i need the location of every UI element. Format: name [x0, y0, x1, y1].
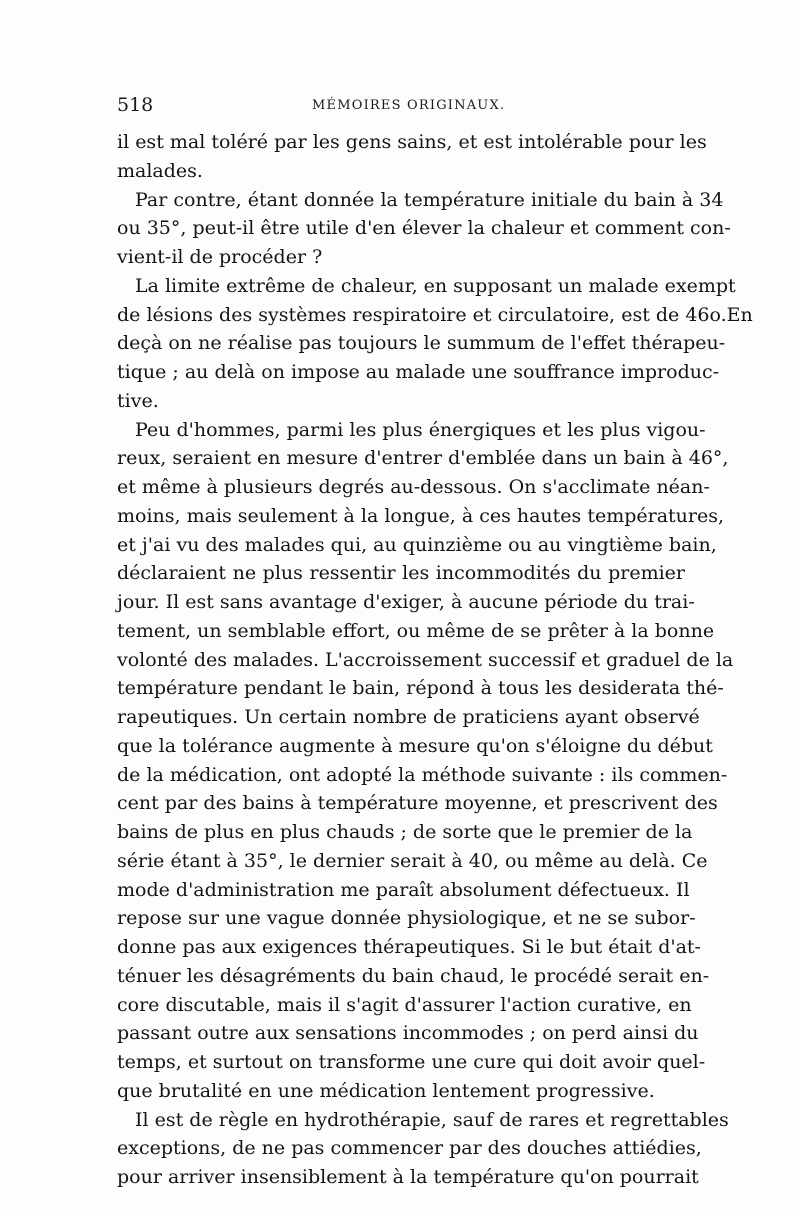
text-line: passant outre aux sensations incommodes ; on perd ainsi du	[117, 1022, 699, 1045]
paragraph-start-line: Peu d'hommes, parmi les plus énergiques et les plus vigou-	[135, 418, 706, 441]
text-line: donne pas aux exigences thérapeutiques. Si le but était d'at-	[117, 936, 701, 958]
text-line: cent par des bains à température moyenne, et prescrivent des	[117, 792, 718, 815]
text-line: reux, seraient en mesure d'entrer d'emblée dans un bain à 46°,	[117, 447, 729, 470]
text-line: core discutable, mais il s'agit d'assurer l'action curative, en	[117, 993, 692, 1016]
body-text	[117, 128, 753, 1192]
text-line: ou 35°, peut-il être utile d'en élever la chaleur et comment con-	[117, 217, 731, 240]
text-line: exceptions, de ne pas commencer par des douches attiédies,	[117, 1137, 702, 1160]
running-title: MÉMOIRES ORIGINAUX.	[312, 98, 506, 113]
text-line: et j'ai vu des malades qui, au quinzième ou au vingtième bain,	[117, 533, 717, 556]
paragraph-start-line: Il est de règle en hydrothérapie, sauf de rares et regrettables	[135, 1108, 729, 1131]
text-line: de lésions des systèmes respiratoire et circulatoire, est de 46o.En	[117, 303, 753, 326]
paragraph-start-line: La limite extrême de chaleur, en supposant un malade exempt	[135, 274, 736, 297]
text-line: pour arriver insensiblement à la température qu'on pourrait	[117, 1166, 699, 1188]
text-line: il est mal toléré par les gens sains, et est intolérable pour les	[117, 131, 707, 153]
text-line: et même à plusieurs degrés au-dessous. On s'acclimate néan-	[117, 476, 710, 498]
text-line: mode d'administration me paraît absolument défectueux. Il	[117, 878, 690, 901]
text-line: ténuer les désagréments du bain chaud, le procédé serait en-	[117, 964, 710, 987]
text-line: que la tolérance augmente à mesure qu'on s'éloigne du début	[117, 734, 713, 757]
text-line: tive.	[117, 389, 159, 412]
paragraph-start-line: Par contre, étant donnée la température initiale du bain à 34	[135, 188, 724, 211]
text-line: série étant à 35°, le dernier serait à 40, ou même au delà. Ce	[117, 849, 708, 872]
text-line: tique ; au delà on impose au malade une souffrance improduc-	[117, 361, 720, 383]
text-line: jour. Il est sans avantage d'exiger, à aucune période du trai-	[117, 591, 695, 613]
page-header	[117, 94, 685, 124]
text-line: que brutalité en une médication lentement progressive.	[117, 1079, 655, 1102]
text-line: repose sur une vague donnée physiologique, et ne se subor-	[117, 907, 696, 930]
text-line: temps, et surtout on transforme une cure qui doit avoir quel-	[117, 1051, 706, 1073]
text-line: vient-il de procéder ?	[117, 246, 323, 268]
text-line: de la médication, ont adopté la méthode suivante : ils commen-	[117, 763, 728, 786]
text-line: déclaraient ne plus ressentir les incommodités du premier	[117, 562, 685, 585]
text-line: bains de plus en plus chauds ; de sorte que le premier de la	[117, 821, 693, 843]
text-line: température pendant le bain, répond à tous les desiderata thé-	[117, 677, 724, 700]
text-line: moins, mais seulement à la longue, à ces hautes températures,	[117, 504, 725, 527]
text-line: volonté des malades. L'accroissement successif et graduel de la	[117, 648, 734, 671]
text-line: deçà on ne réalise pas toujours le summum de l'effet thérapeu-	[117, 332, 726, 355]
text-line: malades.	[117, 159, 203, 182]
text-line: rapeutiques. Un certain nombre de praticiens ayant observé	[117, 706, 700, 728]
page-number: 518	[117, 94, 154, 116]
text-line: tement, un semblable effort, ou même de se prêter à la bonne	[117, 619, 715, 642]
